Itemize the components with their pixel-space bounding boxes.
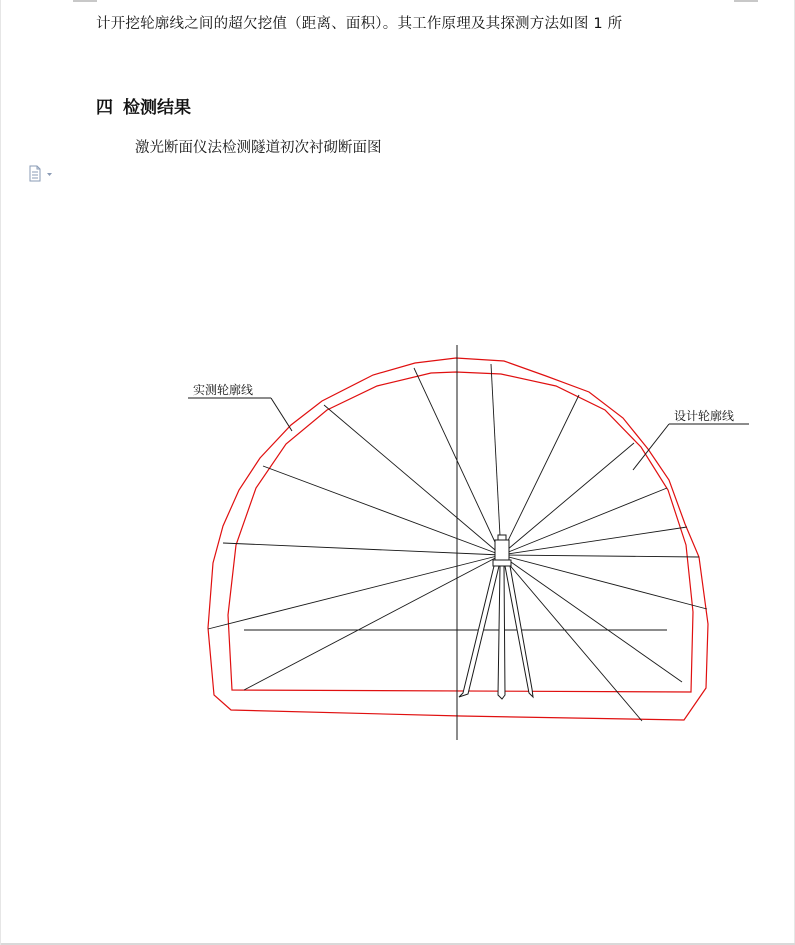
laser-ray — [501, 555, 699, 557]
section-title: 检测结果 — [123, 98, 191, 118]
laser-ray — [244, 555, 501, 690]
laser-ray — [501, 395, 579, 555]
tunnel-section-diagram — [1, 0, 795, 945]
design-profile-label: 设计轮廓线 — [674, 409, 735, 423]
laser-ray — [491, 364, 501, 555]
section-number: 四 — [96, 98, 113, 118]
laser-ray — [223, 543, 501, 555]
laser-ray — [501, 555, 682, 682]
laser-ray — [501, 488, 667, 555]
measured-profile-label: 实测轮廓线 — [193, 383, 254, 397]
measured-label-leader — [271, 398, 292, 431]
body-text-line: 计开挖轮廓线之间的超欠挖值（距离、面积）。其工作原理及其探测方法如图 1 所 — [96, 16, 623, 32]
laser-ray — [501, 555, 707, 609]
laser-profiler-instrument — [459, 535, 533, 699]
figure-caption: 激光断面仪法检测隧道初次衬砌断面图 — [135, 140, 382, 156]
laser-ray — [324, 405, 501, 555]
laser-ray — [263, 466, 501, 555]
